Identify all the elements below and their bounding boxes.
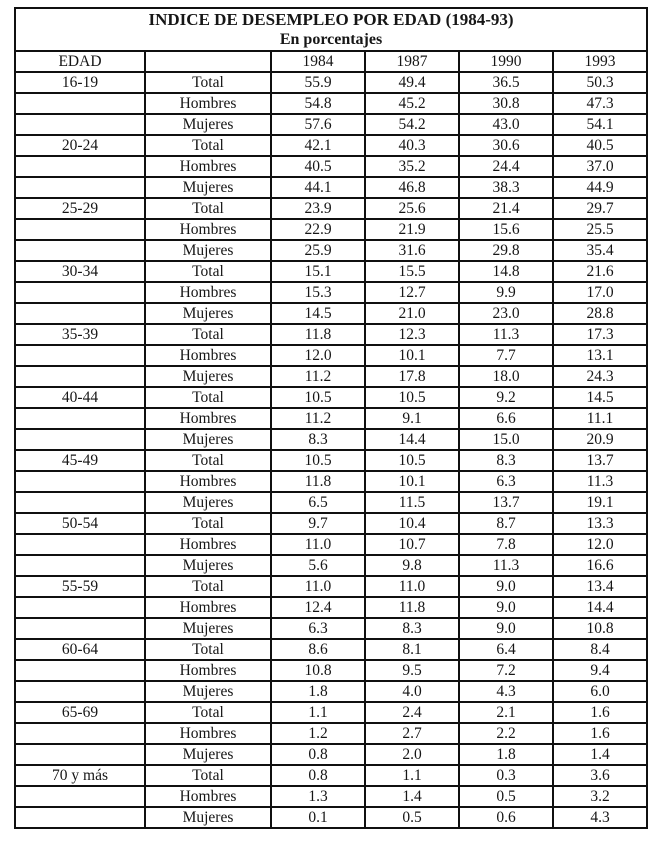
value-cell: 11.2: [271, 408, 365, 429]
value-cell: 35.4: [553, 240, 647, 261]
age-cell: [15, 492, 145, 513]
value-cell: 10.5: [271, 387, 365, 408]
value-cell: 31.6: [365, 240, 459, 261]
value-cell: 4.3: [459, 681, 553, 702]
value-cell: 18.0: [459, 366, 553, 387]
table-row: [15, 744, 647, 765]
table-row: [15, 702, 647, 723]
age-cell: 25-29: [15, 198, 145, 219]
value-cell: 1.8: [459, 744, 553, 765]
value-cell: 25.5: [553, 219, 647, 240]
value-cell: 1.2: [271, 723, 365, 744]
age-cell: 16-19: [15, 72, 145, 93]
category-cell: Mujeres: [145, 492, 271, 513]
table-row: [15, 324, 647, 345]
category-cell: Hombres: [145, 597, 271, 618]
value-cell: 8.3: [271, 429, 365, 450]
table-title-cell: [15, 8, 647, 51]
value-cell: 2.0: [365, 744, 459, 765]
value-cell: 15.3: [271, 282, 365, 303]
age-cell: [15, 177, 145, 198]
column-header-blank: [145, 51, 271, 72]
value-cell: 2.2: [459, 723, 553, 744]
category-cell: Total: [145, 261, 271, 282]
value-cell: 12.4: [271, 597, 365, 618]
category-cell: Hombres: [145, 93, 271, 114]
value-cell: 54.8: [271, 93, 365, 114]
value-cell: 15.0: [459, 429, 553, 450]
value-cell: 9.1: [365, 408, 459, 429]
value-cell: 10.5: [365, 387, 459, 408]
category-cell: Total: [145, 198, 271, 219]
value-cell: 40.5: [553, 135, 647, 156]
age-cell: 20-24: [15, 135, 145, 156]
value-cell: 9.9: [459, 282, 553, 303]
value-cell: 6.5: [271, 492, 365, 513]
value-cell: 8.1: [365, 639, 459, 660]
value-cell: 8.3: [365, 618, 459, 639]
value-cell: 20.9: [553, 429, 647, 450]
value-cell: 8.4: [553, 639, 647, 660]
value-cell: 23.0: [459, 303, 553, 324]
value-cell: 10.7: [365, 534, 459, 555]
table-row: [15, 303, 647, 324]
value-cell: 19.1: [553, 492, 647, 513]
value-cell: 11.3: [553, 471, 647, 492]
table-row: [15, 135, 647, 156]
category-cell: Total: [145, 765, 271, 786]
value-cell: 38.3: [459, 177, 553, 198]
column-header-row: [15, 51, 647, 72]
value-cell: 3.2: [553, 786, 647, 807]
value-cell: 15.1: [271, 261, 365, 282]
value-cell: 43.0: [459, 114, 553, 135]
value-cell: 0.5: [459, 786, 553, 807]
value-cell: 1.1: [271, 702, 365, 723]
value-cell: 0.1: [271, 807, 365, 828]
value-cell: 6.4: [459, 639, 553, 660]
value-cell: 11.5: [365, 492, 459, 513]
value-cell: 10.8: [271, 660, 365, 681]
column-header-1990: 1990: [459, 51, 553, 72]
value-cell: 1.4: [365, 786, 459, 807]
value-cell: 40.5: [271, 156, 365, 177]
column-header-edad: EDAD: [15, 51, 145, 72]
value-cell: 45.2: [365, 93, 459, 114]
age-cell: [15, 282, 145, 303]
category-cell: Mujeres: [145, 744, 271, 765]
value-cell: 25.6: [365, 198, 459, 219]
value-cell: 7.8: [459, 534, 553, 555]
value-cell: 37.0: [553, 156, 647, 177]
table-subtitle: En porcentajes: [279, 31, 383, 48]
table-row: [15, 345, 647, 366]
value-cell: 13.4: [553, 576, 647, 597]
category-cell: Total: [145, 450, 271, 471]
table-row: [15, 450, 647, 471]
age-cell: 65-69: [15, 702, 145, 723]
category-cell: Hombres: [145, 786, 271, 807]
age-cell: [15, 681, 145, 702]
table-row: [15, 114, 647, 135]
value-cell: 42.1: [271, 135, 365, 156]
category-cell: Total: [145, 702, 271, 723]
value-cell: 24.3: [553, 366, 647, 387]
table-row: [15, 387, 647, 408]
value-cell: 14.5: [271, 303, 365, 324]
category-cell: Mujeres: [145, 555, 271, 576]
value-cell: 1.4: [553, 744, 647, 765]
age-cell: [15, 93, 145, 114]
value-cell: 9.0: [459, 597, 553, 618]
value-cell: 44.9: [553, 177, 647, 198]
age-cell: [15, 408, 145, 429]
table-row: [15, 366, 647, 387]
category-cell: Mujeres: [145, 807, 271, 828]
column-header-1993: 1993: [553, 51, 647, 72]
value-cell: 10.1: [365, 471, 459, 492]
value-cell: 17.8: [365, 366, 459, 387]
value-cell: 0.8: [271, 744, 365, 765]
value-cell: 11.0: [271, 576, 365, 597]
category-cell: Hombres: [145, 471, 271, 492]
value-cell: 11.8: [271, 324, 365, 345]
value-cell: 40.3: [365, 135, 459, 156]
value-cell: 0.8: [271, 765, 365, 786]
value-cell: 11.8: [271, 471, 365, 492]
table-row: [15, 618, 647, 639]
unemployment-table: [14, 7, 648, 829]
table-row: [15, 807, 647, 828]
value-cell: 21.9: [365, 219, 459, 240]
category-cell: Total: [145, 135, 271, 156]
table-row: [15, 177, 647, 198]
value-cell: 10.5: [365, 450, 459, 471]
table-row: [15, 261, 647, 282]
table-row: [15, 198, 647, 219]
value-cell: 50.3: [553, 72, 647, 93]
value-cell: 6.3: [271, 618, 365, 639]
value-cell: 13.3: [553, 513, 647, 534]
value-cell: 14.8: [459, 261, 553, 282]
category-cell: Total: [145, 576, 271, 597]
category-cell: Mujeres: [145, 618, 271, 639]
value-cell: 2.4: [365, 702, 459, 723]
age-cell: 35-39: [15, 324, 145, 345]
value-cell: 9.7: [271, 513, 365, 534]
category-cell: Mujeres: [145, 303, 271, 324]
value-cell: 14.4: [365, 429, 459, 450]
value-cell: 15.5: [365, 261, 459, 282]
age-cell: [15, 618, 145, 639]
value-cell: 11.2: [271, 366, 365, 387]
age-cell: [15, 660, 145, 681]
age-cell: [15, 240, 145, 261]
category-cell: Mujeres: [145, 366, 271, 387]
value-cell: 0.3: [459, 765, 553, 786]
age-cell: [15, 219, 145, 240]
value-cell: 10.1: [365, 345, 459, 366]
age-cell: [15, 471, 145, 492]
table-row: [15, 576, 647, 597]
value-cell: 2.1: [459, 702, 553, 723]
value-cell: 0.6: [459, 807, 553, 828]
value-cell: 9.0: [459, 618, 553, 639]
title-row: [15, 8, 647, 51]
age-cell: [15, 723, 145, 744]
value-cell: 36.5: [459, 72, 553, 93]
value-cell: 35.2: [365, 156, 459, 177]
value-cell: 21.6: [553, 261, 647, 282]
value-cell: 6.6: [459, 408, 553, 429]
age-cell: [15, 156, 145, 177]
value-cell: 11.0: [365, 576, 459, 597]
value-cell: 29.7: [553, 198, 647, 219]
age-cell: [15, 597, 145, 618]
table-row: [15, 471, 647, 492]
value-cell: 25.9: [271, 240, 365, 261]
value-cell: 6.0: [553, 681, 647, 702]
age-cell: [15, 345, 145, 366]
value-cell: 10.4: [365, 513, 459, 534]
value-cell: 8.7: [459, 513, 553, 534]
age-cell: [15, 366, 145, 387]
value-cell: 14.4: [553, 597, 647, 618]
age-cell: [15, 807, 145, 828]
table-row: [15, 639, 647, 660]
table-row: [15, 219, 647, 240]
value-cell: 12.7: [365, 282, 459, 303]
table-title: INDICE DE DESEMPLEO POR EDAD (1984-93): [148, 10, 514, 29]
value-cell: 5.6: [271, 555, 365, 576]
table-row: [15, 681, 647, 702]
value-cell: 46.8: [365, 177, 459, 198]
value-cell: 13.1: [553, 345, 647, 366]
value-cell: 17.3: [553, 324, 647, 345]
value-cell: 11.1: [553, 408, 647, 429]
value-cell: 44.1: [271, 177, 365, 198]
table-row: [15, 72, 647, 93]
table-row: [15, 597, 647, 618]
table-row: [15, 555, 647, 576]
value-cell: 0.5: [365, 807, 459, 828]
value-cell: 23.9: [271, 198, 365, 219]
value-cell: 2.7: [365, 723, 459, 744]
value-cell: 55.9: [271, 72, 365, 93]
table-row: [15, 723, 647, 744]
table-row: [15, 240, 647, 261]
value-cell: 11.0: [271, 534, 365, 555]
value-cell: 8.6: [271, 639, 365, 660]
value-cell: 1.6: [553, 723, 647, 744]
value-cell: 49.4: [365, 72, 459, 93]
age-cell: [15, 555, 145, 576]
age-cell: 55-59: [15, 576, 145, 597]
value-cell: 11.3: [459, 555, 553, 576]
value-cell: 30.6: [459, 135, 553, 156]
category-cell: Hombres: [145, 156, 271, 177]
category-cell: Total: [145, 324, 271, 345]
value-cell: 21.0: [365, 303, 459, 324]
value-cell: 1.3: [271, 786, 365, 807]
value-cell: 54.2: [365, 114, 459, 135]
category-cell: Total: [145, 387, 271, 408]
value-cell: 17.0: [553, 282, 647, 303]
age-cell: 30-34: [15, 261, 145, 282]
category-cell: Total: [145, 639, 271, 660]
table-row: [15, 786, 647, 807]
value-cell: 14.5: [553, 387, 647, 408]
value-cell: 30.8: [459, 93, 553, 114]
value-cell: 11.3: [459, 324, 553, 345]
value-cell: 9.5: [365, 660, 459, 681]
value-cell: 15.6: [459, 219, 553, 240]
value-cell: 9.4: [553, 660, 647, 681]
value-cell: 12.3: [365, 324, 459, 345]
value-cell: 57.6: [271, 114, 365, 135]
value-cell: 12.0: [271, 345, 365, 366]
table-row: [15, 534, 647, 555]
value-cell: 13.7: [553, 450, 647, 471]
value-cell: 1.1: [365, 765, 459, 786]
category-cell: Hombres: [145, 282, 271, 303]
value-cell: 11.8: [365, 597, 459, 618]
age-cell: 60-64: [15, 639, 145, 660]
value-cell: 47.3: [553, 93, 647, 114]
category-cell: Hombres: [145, 408, 271, 429]
value-cell: 9.2: [459, 387, 553, 408]
category-cell: Hombres: [145, 660, 271, 681]
age-cell: 70 y más: [15, 765, 145, 786]
category-cell: Total: [145, 513, 271, 534]
value-cell: 10.5: [271, 450, 365, 471]
table-row: [15, 513, 647, 534]
age-cell: [15, 534, 145, 555]
age-cell: [15, 429, 145, 450]
category-cell: Hombres: [145, 345, 271, 366]
value-cell: 22.9: [271, 219, 365, 240]
value-cell: 4.0: [365, 681, 459, 702]
age-cell: [15, 114, 145, 135]
table-row: [15, 93, 647, 114]
value-cell: 7.7: [459, 345, 553, 366]
value-cell: 8.3: [459, 450, 553, 471]
table-body: [15, 72, 647, 828]
column-header-1984: 1984: [271, 51, 365, 72]
value-cell: 13.7: [459, 492, 553, 513]
value-cell: 1.8: [271, 681, 365, 702]
value-cell: 10.8: [553, 618, 647, 639]
age-cell: 45-49: [15, 450, 145, 471]
age-cell: [15, 786, 145, 807]
value-cell: 28.8: [553, 303, 647, 324]
table-row: [15, 429, 647, 450]
value-cell: 24.4: [459, 156, 553, 177]
value-cell: 9.8: [365, 555, 459, 576]
value-cell: 6.3: [459, 471, 553, 492]
column-header-1987: 1987: [365, 51, 459, 72]
value-cell: 21.4: [459, 198, 553, 219]
value-cell: 9.0: [459, 576, 553, 597]
value-cell: 7.2: [459, 660, 553, 681]
category-cell: Hombres: [145, 723, 271, 744]
table-row: [15, 492, 647, 513]
value-cell: 3.6: [553, 765, 647, 786]
category-cell: Mujeres: [145, 114, 271, 135]
value-cell: 29.8: [459, 240, 553, 261]
category-cell: Hombres: [145, 219, 271, 240]
category-cell: Mujeres: [145, 240, 271, 261]
age-cell: [15, 744, 145, 765]
category-cell: Hombres: [145, 534, 271, 555]
table-row: [15, 408, 647, 429]
category-cell: Total: [145, 72, 271, 93]
value-cell: 4.3: [553, 807, 647, 828]
category-cell: Mujeres: [145, 177, 271, 198]
table-row: [15, 765, 647, 786]
age-cell: [15, 303, 145, 324]
age-cell: 50-54: [15, 513, 145, 534]
category-cell: Mujeres: [145, 681, 271, 702]
table-row: [15, 282, 647, 303]
table-row: [15, 156, 647, 177]
value-cell: 54.1: [553, 114, 647, 135]
value-cell: 1.6: [553, 702, 647, 723]
category-cell: Mujeres: [145, 429, 271, 450]
table-row: [15, 660, 647, 681]
age-cell: 40-44: [15, 387, 145, 408]
value-cell: 12.0: [553, 534, 647, 555]
value-cell: 16.6: [553, 555, 647, 576]
